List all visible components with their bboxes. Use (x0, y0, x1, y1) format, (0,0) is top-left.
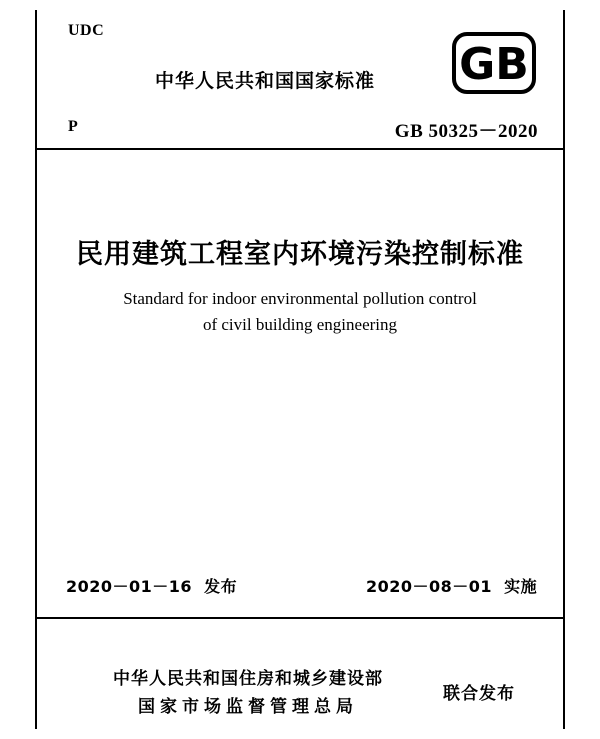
english-title-line-2: of civil building engineering (202, 315, 398, 334)
header-divider-rule (35, 148, 565, 150)
joint-issue-label: 联合发布 (443, 684, 515, 704)
border-left-rule (35, 10, 37, 729)
classification-code: P (68, 118, 78, 135)
publisher-block (68, 665, 428, 721)
udc-label: UDC (68, 22, 105, 39)
border-right-rule (563, 10, 565, 729)
effective-date-block (366, 574, 537, 597)
publisher-line-2: 国家市场监督管理总局 (138, 697, 358, 717)
english-title-line-1: Standard for indoor environmental pollution control (123, 289, 477, 308)
standard-number: GB 50325－2020 (394, 121, 538, 142)
footer-divider-rule (35, 617, 565, 619)
effective-date-label: 实施 (504, 577, 538, 596)
issue-date-block (66, 574, 237, 597)
issue-date-label: 发布 (204, 577, 238, 596)
publisher-line-1: 中华人民共和国住房和城乡建设部 (113, 669, 383, 689)
national-standard-heading: 中华人民共和国国家标准 (155, 70, 376, 92)
page-title: 民用建筑工程室内环境污染控制标准 (76, 239, 524, 270)
svg-text:GB: GB (459, 39, 529, 90)
issue-date-value: 2020－01－16 (66, 577, 193, 596)
effective-date-value: 2020－08－01 (366, 577, 493, 596)
english-title (0, 286, 600, 338)
gb-logo-icon (452, 32, 536, 94)
